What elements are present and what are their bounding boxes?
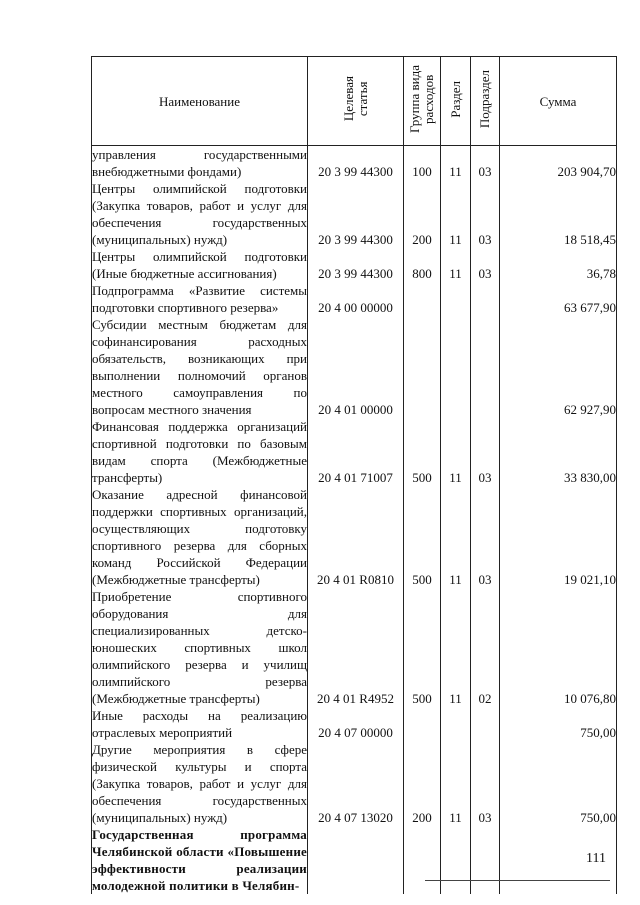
cell-target: 20 3 99 44300: [308, 248, 404, 282]
cell-sum: 750,00: [500, 741, 617, 826]
cell-name: Иные расходы на реализацию отраслевых мероприятий: [92, 708, 307, 740]
cell-sum: 63 677,90: [500, 282, 617, 316]
cell-group: 800: [404, 248, 441, 282]
cell-target: 20 4 01 00000: [308, 316, 404, 418]
cell-subsection: 03: [471, 486, 500, 588]
table-row: [92, 180, 617, 248]
cell-target: 20 3 99 44300: [308, 180, 404, 248]
cell-subsection: [471, 282, 500, 316]
cell-target: 20 4 01 R0810: [308, 486, 404, 588]
table-row: [92, 826, 617, 894]
cell-sum: 750,00: [500, 707, 617, 741]
table-row: [92, 707, 617, 741]
cell-name: Государственная программа Челябинской области «Повышение эффективности реализации молодежной политики в Челябин-: [92, 827, 307, 893]
cell-target: 20 4 01 71007: [308, 418, 404, 486]
cell-group: 100: [404, 146, 441, 181]
cell-name: Финансовая поддержка организаций спортивной подготовки по базовым видам спорта (Межбюджетные трансферты): [92, 419, 307, 485]
cell-section: [441, 282, 471, 316]
footer-divider: [425, 880, 610, 881]
cell-section: 11: [441, 588, 471, 707]
cell-name: управления государственными внебюджетными фондами): [92, 147, 307, 179]
cell-sum: 19 021,10: [500, 486, 617, 588]
cell-section: 11: [441, 741, 471, 826]
cell-section: [441, 707, 471, 741]
cell-name: Оказание адресной финансовой поддержки спортивных организаций, осуществляющих подготовку спортивного резерва для сборных команд Российской Федерации (Межбюджетные трансферты): [92, 487, 307, 587]
cell-section: 11: [441, 180, 471, 248]
cell-group: 500: [404, 588, 441, 707]
header-section: [441, 57, 471, 146]
table-row: [92, 316, 617, 418]
header-subsection: [471, 57, 500, 146]
header-target: [308, 57, 404, 146]
cell-subsection: 02: [471, 588, 500, 707]
cell-section: 11: [441, 486, 471, 588]
cell-name: Центры олимпийской подготовки (Закупка товаров, работ и услуг для обеспечения государственных (муниципальных) нужд): [92, 181, 307, 247]
cell-subsection: 03: [471, 180, 500, 248]
cell-subsection: 03: [471, 146, 500, 181]
cell-target: 20 4 01 R4952: [308, 588, 404, 707]
cell-group: [404, 282, 441, 316]
cell-subsection: [471, 316, 500, 418]
cell-group: 500: [404, 418, 441, 486]
cell-name: Приобретение спортивного оборудования для специализированных детско-юношеских спортивных школ олимпийского резерва и училищ олимпийского резерва (Межбюджетные трансферты): [92, 589, 307, 706]
cell-sum: 33 830,00: [500, 418, 617, 486]
cell-subsection: 03: [471, 741, 500, 826]
cell-name: Субсидии местным бюджетам для софинансирования расходных обязательств, возникающих при выполнении полномочий органов местного самоуправления по вопросам местного значения: [92, 317, 307, 417]
cell-section: [441, 826, 471, 894]
cell-group: [404, 826, 441, 894]
cell-group: 200: [404, 180, 441, 248]
table-header-row: [92, 57, 617, 146]
header-group-line1: Группа вида: [407, 65, 422, 133]
header-target-line2: статья: [354, 81, 370, 117]
cell-sum: 18 518,45: [500, 180, 617, 248]
cell-sum: 36,78: [500, 248, 617, 282]
cell-sum: 203 904,70: [500, 146, 617, 181]
header-group-line2: расходов: [421, 74, 436, 124]
table-body: [92, 146, 617, 895]
table-row: [92, 486, 617, 588]
cell-section: 11: [441, 248, 471, 282]
cell-group: [404, 707, 441, 741]
table-row: [92, 146, 617, 181]
cell-subsection: [471, 707, 500, 741]
cell-group: 200: [404, 741, 441, 826]
cell-target: 20 4 07 00000: [308, 707, 404, 741]
header-sum: Сумма: [500, 57, 617, 146]
table-row: [92, 248, 617, 282]
cell-name: Подпрограмма «Развитие системы подготовки спортивного резерва»: [92, 283, 307, 315]
cell-name: Центры олимпийской подготовки (Иные бюджетные ассигнования): [92, 249, 307, 281]
header-name: Наименование: [92, 57, 308, 146]
page-number: 111: [586, 851, 606, 866]
cell-section: 11: [441, 418, 471, 486]
table-row: [92, 588, 617, 707]
budget-table: [91, 56, 617, 894]
table-row: [92, 282, 617, 316]
cell-target: 20 3 99 44300: [308, 146, 404, 181]
cell-section: [441, 316, 471, 418]
cell-target: 20 4 00 00000: [308, 282, 404, 316]
cell-subsection: 03: [471, 248, 500, 282]
cell-subsection: 03: [471, 418, 500, 486]
cell-group: 500: [404, 486, 441, 588]
header-target-line1: Целевая: [340, 76, 356, 122]
cell-target: 20 4 07 13020: [308, 741, 404, 826]
cell-sum: 10 076,80: [500, 588, 617, 707]
table-row: [92, 418, 617, 486]
header-section-label: Раздел: [447, 80, 463, 118]
cell-subsection: [471, 826, 500, 894]
cell-group: [404, 316, 441, 418]
table-row: [92, 741, 617, 826]
header-group: [404, 57, 441, 146]
cell-sum: 62 927,90: [500, 316, 617, 418]
header-subsection-label: Подраздел: [477, 69, 492, 129]
cell-name: Другие мероприятия в сфере физической культуры и спорта (Закупка товаров, работ и услуг для обеспечения государственных (муниципальных) нужд): [92, 742, 307, 825]
cell-target: [308, 826, 404, 894]
cell-section: 11: [441, 146, 471, 181]
